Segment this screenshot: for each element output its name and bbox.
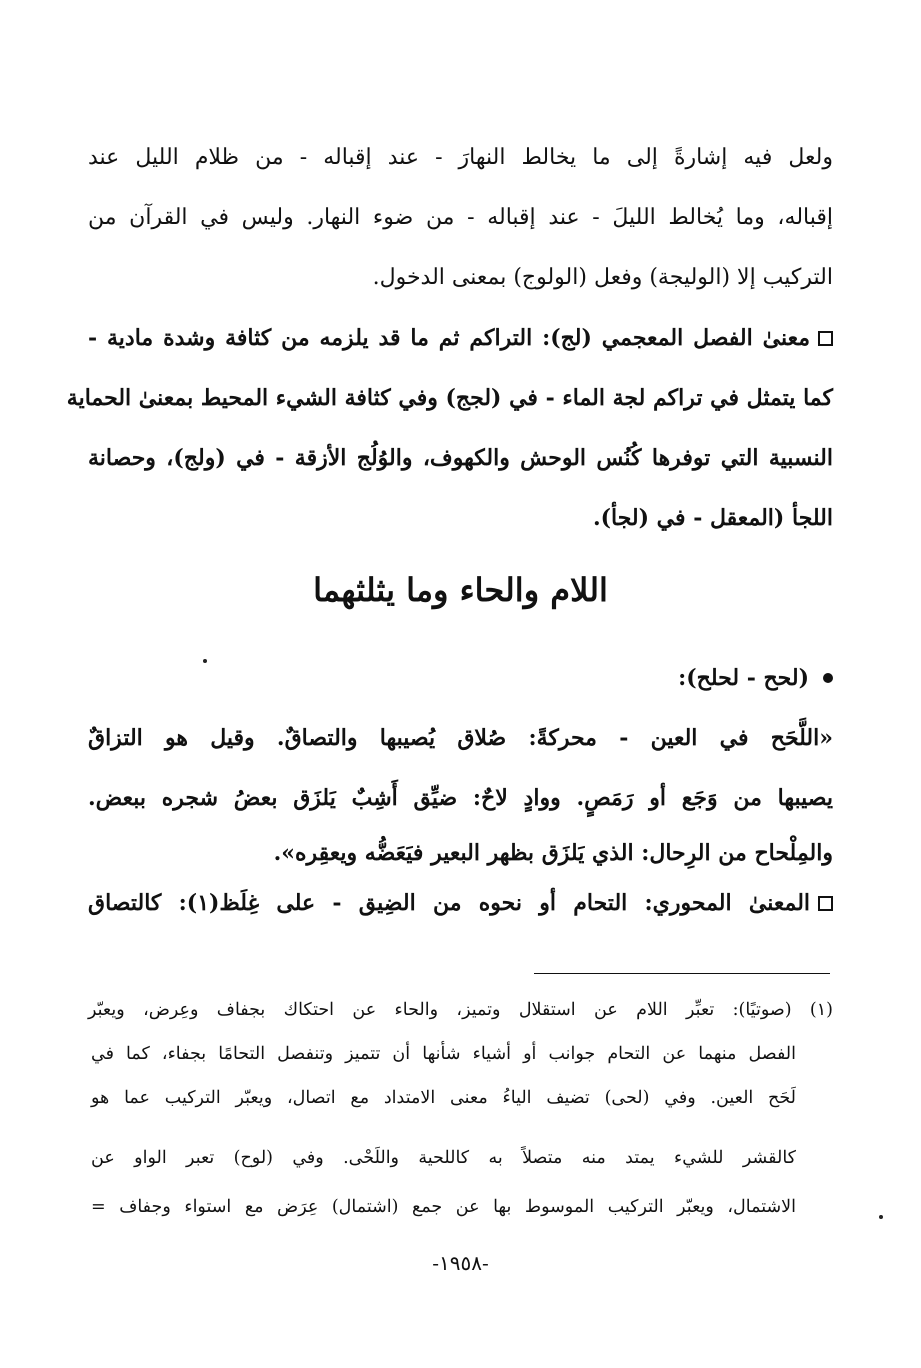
footnote-line: لَحَح العين. وفي (لحى) تضيف الياءُ معنى الامتداد مع اتصال، ويعبّر التركيب عما هو (91, 1088, 796, 1108)
entry-quote-line: والمِلْحاح من الرِحال: الذي يَلزَق بظهر البعير فيَعَضُّه ويعقِره». (273, 840, 833, 866)
body-line: التركيب إلا (الوليجة) وفعل (الولوج) بمعنى الدخول. (372, 265, 833, 290)
square-bullet-icon (818, 896, 833, 911)
body-line: كما يتمثل في تراكم لجة الماء - في (لجج) وفي كثافة الشيء المحيط بمعنىٰ الحماية (66, 385, 833, 411)
entry-title-line (88, 663, 833, 693)
footnote-line: الفصل منهما عن التحام جوانب أو أشياء شأنها أن تتميز وتنفصل التحامًا بجفاء، كما في (91, 1044, 796, 1064)
entry-meaning-line (88, 888, 833, 918)
footnote-line: كالقشر للشيء يمتد منه متصلاً به كاللحية واللَحْى. وفي (لوح) تعبر الواو عن (91, 1148, 796, 1168)
body-line: النسبية التي توفرها كُنُس الوحش والكهوف، والوُلُج الأزقة - في (ولج)، وحصانة (88, 445, 833, 471)
print-speck (879, 1215, 883, 1219)
entry-quote-line: «اللَّحَح في العين - محركةً: صُلاق يُصيبها والتصاقٌ. وقيل هو التزاقٌ (88, 725, 833, 751)
footnote-line: الاشتمال، ويعبّر التركيب الموسوط بها عن جمع (اشتمال) عِرَض مع استواء وجفاف = (91, 1197, 796, 1217)
footnote-line: (١) (صوتيًا): تعبِّر اللام عن استقلال وتميز، والحاء عن احتكاك بجفاف وعِرض، ويعبّر (88, 1000, 833, 1020)
round-bullet-icon (823, 673, 833, 683)
body-line-text: معنىٰ الفصل المعجمي (لج): التراكم ثم ما قد يلزمه من كثافة وشدة مادية - (88, 325, 810, 351)
body-line (88, 323, 833, 353)
body-line: ولعل فيه إشارةً إلى ما يخالط النهارَ - عند إقباله - من ظلام الليل عند (88, 145, 833, 170)
page-number: -١٩٥٨- (432, 1251, 489, 1275)
square-bullet-icon (818, 331, 833, 346)
footnote-separator (534, 973, 830, 974)
print-speck (203, 659, 207, 663)
body-line: اللجأ (المعقل - في (لجأ). (592, 505, 833, 531)
body-line: إقباله، وما يُخالط الليلَ - عند إقباله - من ضوء النهار. وليس في القرآن من (88, 205, 833, 230)
entry-meaning: المعنىٰ المحوري: التحام أو نحوه من الضِيق - على غِلَظ(١): كالتصاق (88, 890, 811, 916)
entry-title: (لحح - لحلح): (678, 665, 809, 691)
entry-quote-line: يصيبها من وَجَع أو رَمَصٍ. ووادٍ لاحٌ: ضيِّق أَشِبٌ يَلزَق بعضُ شجره ببعض. (88, 785, 833, 811)
section-heading: اللام والحاء وما يثلثهما (313, 571, 608, 609)
